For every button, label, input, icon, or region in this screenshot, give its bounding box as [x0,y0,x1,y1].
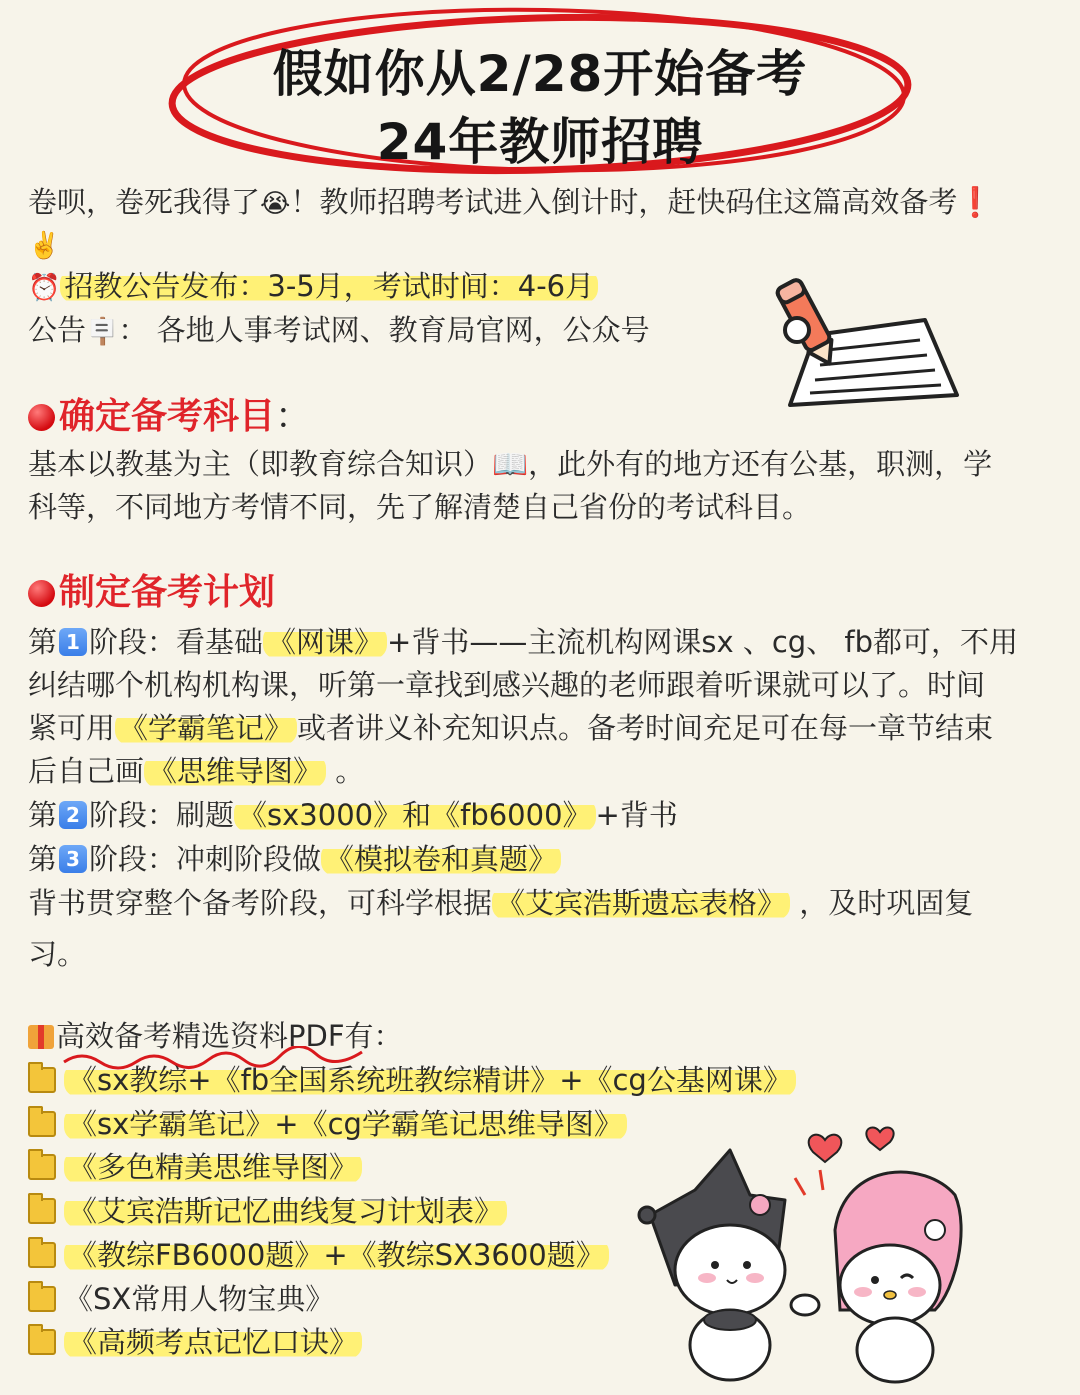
stage-prefix: 第 [28,842,58,876]
resource-item-text: 《SX常用人物宝典》 [64,1282,335,1316]
title-block [160,4,920,182]
resource-item [28,1060,796,1100]
memo-line-1 [28,883,973,923]
gift-icon [28,1025,54,1049]
resource-item-text: 《sx教综+《fb全国系统班教综精讲》+《cg公基网课》 [64,1063,796,1097]
folder-icon [28,1198,56,1224]
resources-heading-text: 高效备考精选资料PDF有： [56,1019,403,1053]
cartoon-characters-illustration [635,1120,975,1390]
section-heading-text: 确定备考科目 [59,396,276,437]
stage1-line-3 [28,708,993,748]
notice-text: ： 各地人事考试网、教育局官网，公众号 [118,313,650,347]
stage-prefix: 第 [28,798,58,832]
sign-icon: 🪧 [86,317,119,347]
resource-item-text: 《艾宾浩斯记忆曲线复习计划表》 [64,1194,507,1228]
notice-label: 公告 [28,313,87,347]
resource-item-text: 《多色精美思维导图》 [64,1150,362,1184]
red-dot-icon [28,404,55,431]
section1-line-1: 基本以教基为主（即教育综合知识）📖，此外有的地方还有公基，职测，学 [28,447,993,481]
stage-text: +背书 [595,798,678,832]
red-dot-icon [28,580,55,607]
stage1-line-4 [28,751,364,791]
highlight-text: 《模拟卷和真题》 [321,842,561,876]
resource-item [28,1322,362,1362]
schedule-text: 招教公告发布：3-5月，考试时间：4-6月 [60,269,598,303]
memo-text: ，及时巩固复 [790,886,974,920]
keycap-1-icon: 1 [59,628,87,656]
victory-hand-icon: ✌️ [28,231,61,261]
resource-item [28,1191,507,1231]
section-heading-plan [28,570,275,616]
keycap-2-icon: 2 [59,801,87,829]
schedule-line [28,266,598,308]
stage-label: 阶段：冲刺阶段做 [89,842,322,876]
notice-line [28,310,650,352]
resource-item [28,1147,362,1187]
section1-line-2: 科等，不同地方考情不同，先了解清楚自己省份的考试科目。 [28,490,812,524]
stage2-line [28,795,678,835]
intro-text-rest: ！教师招聘考试进入倒计时，赶快码住这篇高效备考 [290,185,958,219]
resource-item [28,1104,627,1144]
highlight-text: 《艾宾浩斯遗忘表格》 [492,886,790,920]
folder-icon [28,1154,56,1180]
folder-icon [28,1111,56,1137]
highlight-text: 《思维导图》 [144,754,326,788]
stage-text: 或者讲义补充知识点。备考时间充足可在每一章节结束 [297,711,994,745]
heading-colon: ： [275,396,312,437]
resource-item-text: 《高频考点记忆口诀》 [64,1325,362,1359]
section-heading-text: 制定备考计划 [59,572,276,613]
crying-emoji-icon: 😭 [260,189,291,219]
resource-item-text: 《教综FB6000题》+《教综SX3600题》 [64,1238,609,1272]
memo-line-2: 习。 [28,937,87,971]
section-heading-subjects [28,394,311,440]
folder-icon [28,1067,56,1093]
page-title-line2: 24年教师招聘 [376,113,704,171]
stage-text: 。 [326,754,365,788]
memo-text: 背书贯穿整个备考阶段，可科学根据 [28,886,493,920]
resource-item [28,1235,609,1275]
intro-text: 卷呗，卷死我得了 [28,185,261,219]
stage1-line-2: 纠结哪个机构机构课，听第一章找到感兴趣的老师跟着听课就可以了。时间 [28,668,986,702]
folder-icon [28,1286,56,1312]
highlight-text: 《网课》 [263,625,387,659]
highlight-text: 《sx3000》和《fb6000》 [234,798,596,832]
folder-icon [28,1329,56,1355]
keycap-3-icon: 3 [59,845,87,873]
stage3-line [28,839,561,879]
resource-item-text: 《sx学霸笔记》+《cg学霸笔记思维导图》 [64,1107,627,1141]
stage-prefix: 第 [28,625,58,659]
stage-label: 阶段：刷题 [89,798,235,832]
intro-line-2 [28,224,60,266]
folder-icon [28,1242,56,1268]
exclamation-icon: ❗️ [957,185,994,219]
stage-text: 后自己画 [28,754,145,788]
intro-line-1 [28,182,994,224]
stage-text: +背书——主流机构网课sx 、cg、 fb都可，不用 [387,625,1019,659]
stage-label: 阶段：看基础 [89,625,264,659]
alarm-clock-icon: ⏰ [28,273,61,303]
writing-pen-icon [775,275,965,420]
stage-text: 紧可用 [28,711,116,745]
page-title-line1: 假如你从2/28开始备考 [272,45,808,103]
stage1-line-1 [28,622,1018,662]
highlight-text: 《学霸笔记》 [115,711,297,745]
resource-item [28,1279,334,1319]
